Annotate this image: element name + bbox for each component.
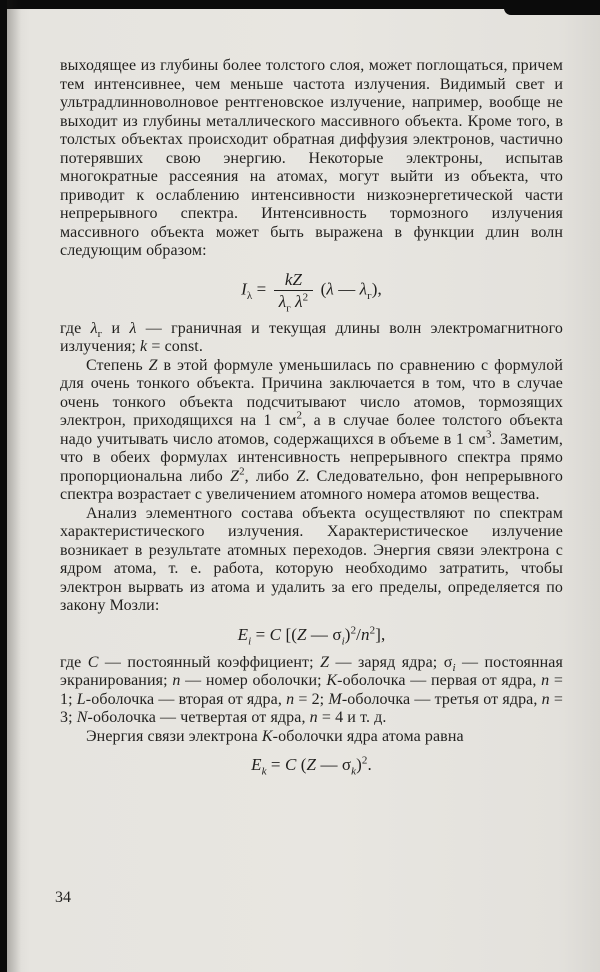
paragraph-z-power-explanation: Степень Z в этой формуле уменьшилась по сравнению с формулой для очень тонкого объекта. Причина заключается в том, что в случае очень тонкого объекта подсчитывают число атомов, тормозящих электрон, приходящихся на 1 $см^2$, а в случае более толстого объекта надо учитывать число атомов, содержащихся в объеме в 1 $см^3$. Заметим, что в обеих формулах интенсивность непрерывного спектра прямо пропорциональна либо $Z^2$, либо Z. Следовательно, фон непрерывного спектра возрастает с увеличением атомного номера атомов вещества. — [60, 356, 563, 503]
formula-moseley-law: $E_i = C$ [(Z — $\sigma_i)^2/n^2$], — [237, 623, 386, 647]
paragraph-elemental-analysis: Анализ элементного состава объекта осуществляют по спектрам характеристического излучения. Характеристическое излучение возникает в результате атомных переходов. Энергия связи электрона с ядром атома, т. е. работа, которую необходимо затратить, чтобы электрон вырвать из атома и удалить за его пределы, определяется по закону Мозли: — [60, 504, 563, 614]
formula-k-shell-binding-energy: $E_k = C$ (Z — $\sigma_k)^2$. — [251, 754, 372, 778]
paragraph-constants-definition: где C — постоянный коэффициент; Z — заряд ядра; $\sigma_i$ — постоянная экранирования; n — номер оболочки; K-оболочка — первая от ядра, n = 1; L-оболочка — вторая от ядра, n = 2; M-оболочка — третья от ядра, n = 3; N-оболочка — четвертая от ядра, n = 4 и т. д. — [60, 653, 563, 726]
page-number: 34 — [55, 889, 71, 906]
page-text-block — [60, 57, 563, 784]
paragraph-lambda-definition: где $\lambda_г$ и λ — граничная и текущая длины волн электромагнитного излучения; k = const. — [60, 319, 563, 355]
paragraph-absorption-intro: выходящее из глубины более толстого слоя, может поглощаться, причем тем интенсивнее, чем меньше частота излучения. Видимый свет и ультрадлинноволновое рентгеновское излучение, например, вообще не выходит из глубины металлического массивного объекта. Кроме того, в толстых объектах происходит обратная диффузия электронов, частично потерявших свою энергию. Некоторые электроны, испытав многократные рассеяния на атомах, могут выйти из объекта, что приводит к ослаблению интенсивности низкоэнергетической части непрерывного спектра. Интенсивность тормозного излучения массивного объекта может быть выражена в функции длин волн следующим образом: — [60, 57, 563, 259]
scan-edge-top-right — [504, 0, 600, 15]
scan-edge-left — [0, 0, 7, 972]
formula-bremsstrahlung-intensity: $I_\lambda$ = $\frac{kZ}{\lambda_г \lambda^2}$ (λ — $\lambda_г$), — [241, 269, 382, 314]
paragraph-k-shell-energy: Энергия связи электрона K-оболочки ядра атома равна — [86, 727, 464, 745]
scan-edge-left-shadow — [7, 0, 21, 972]
